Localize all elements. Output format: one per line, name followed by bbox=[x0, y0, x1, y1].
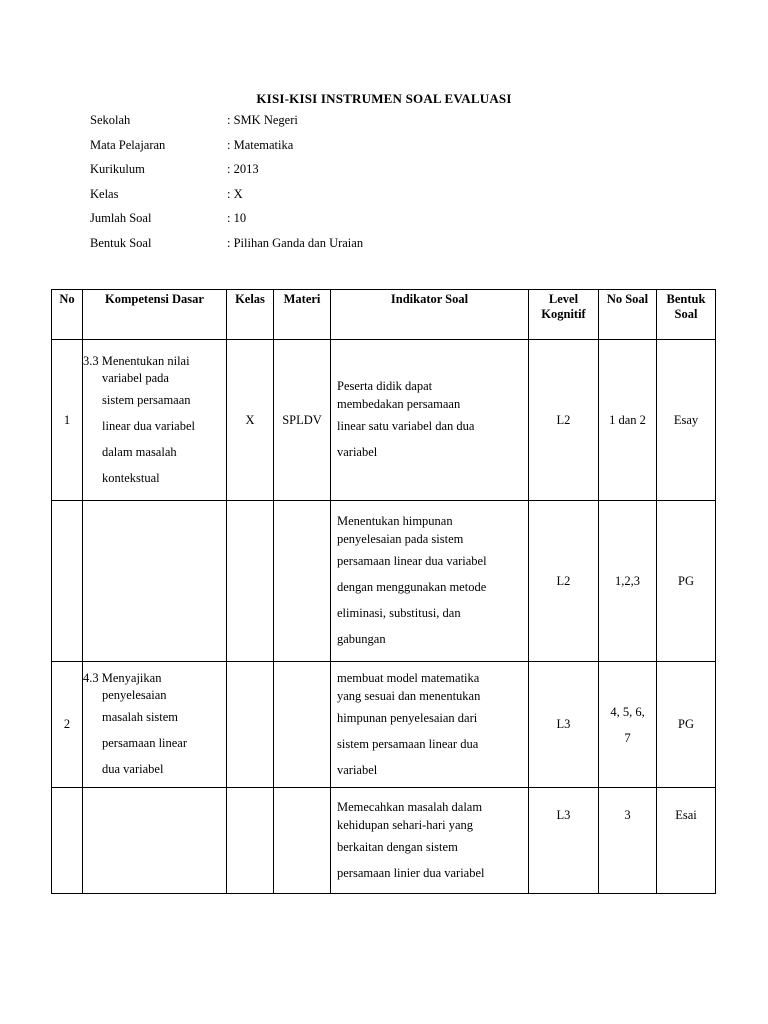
cell-no-soal: 1,2,3 bbox=[599, 501, 657, 662]
cell-kompetensi-dasar bbox=[83, 788, 227, 894]
identity-block bbox=[90, 108, 363, 256]
indikator-line: linear satu variabel dan dua bbox=[337, 419, 475, 433]
cell-bentuk-soal: PG bbox=[657, 662, 716, 788]
cell-bentuk-soal: Esai bbox=[657, 788, 716, 894]
info-label: Mata Pelajaran bbox=[90, 137, 166, 152]
info-row-sekolah bbox=[90, 108, 363, 133]
info-value: : Pilihan Ganda dan Uraian bbox=[227, 235, 364, 250]
indikator-line: penyelesaian pada sistem bbox=[337, 532, 464, 546]
info-row-bentuk-soal bbox=[90, 231, 363, 256]
cell-level-kognitif: L3 bbox=[529, 788, 599, 894]
indikator-line: berkaitan dengan sistem bbox=[337, 839, 458, 854]
info-value: : 10 bbox=[227, 211, 247, 226]
cell-indikator-soal bbox=[331, 662, 529, 788]
info-value: : Matematika bbox=[227, 137, 294, 152]
cell-materi bbox=[274, 788, 331, 894]
cell-kelas: X bbox=[227, 340, 274, 501]
info-row-kurikulum bbox=[90, 157, 363, 182]
cell-no bbox=[52, 788, 83, 894]
indikator-line: himpunan penyelesaian dari bbox=[337, 710, 478, 725]
info-label: Kurikulum bbox=[90, 162, 145, 177]
info-label: Jumlah Soal bbox=[90, 211, 152, 226]
header-kompetensi-dasar: Kompetensi Dasar bbox=[83, 290, 227, 340]
header-level-line-1: Level bbox=[548, 292, 579, 306]
info-label: Bentuk Soal bbox=[90, 235, 152, 250]
kisi-kisi-table bbox=[51, 289, 716, 894]
kd-line: 4.3 Menyajikan bbox=[83, 671, 162, 685]
no-soal-line: 7 bbox=[624, 730, 631, 745]
indikator-line: Memecahkan masalah dalam bbox=[337, 799, 483, 814]
info-value: : SMK Negeri bbox=[227, 113, 298, 127]
kd-line: linear dua variabel bbox=[102, 418, 196, 433]
cell-kompetensi-dasar bbox=[83, 501, 227, 662]
cell-kelas bbox=[227, 662, 274, 788]
indikator-line: gabungan bbox=[337, 632, 386, 646]
kd-line: dalam masalah bbox=[102, 444, 177, 459]
cell-no bbox=[52, 501, 83, 662]
indikator-line: membedakan persamaan bbox=[337, 397, 461, 411]
info-value: : 2013 bbox=[227, 162, 259, 177]
header-kelas: Kelas bbox=[227, 290, 274, 340]
indikator-line: membuat model matematika bbox=[337, 670, 480, 685]
cell-no: 1 bbox=[52, 340, 83, 501]
table-row bbox=[52, 788, 716, 894]
table-row bbox=[52, 501, 716, 662]
cell-kompetensi-dasar bbox=[83, 340, 227, 501]
header-no: No bbox=[52, 290, 83, 340]
cell-level-kognitif: L2 bbox=[529, 501, 599, 662]
header-materi: Materi bbox=[274, 290, 331, 340]
table-row bbox=[52, 662, 716, 788]
cell-kelas bbox=[227, 501, 274, 662]
kd-line: persamaan linear bbox=[102, 736, 188, 750]
header-bentuk-line-2: Soal bbox=[674, 307, 698, 321]
cell-no: 2 bbox=[52, 662, 83, 788]
document-title: KISI-KISI INSTRUMEN SOAL EVALUASI bbox=[256, 91, 512, 106]
header-level-line-2: Kognitif bbox=[541, 307, 586, 321]
cell-no-soal: 3 bbox=[599, 788, 657, 894]
indikator-line: Menentukan himpunan bbox=[337, 514, 453, 528]
kd-line: 3.3 Menentukan nilai bbox=[83, 353, 190, 368]
table-header-row bbox=[52, 290, 716, 340]
info-row-jumlah-soal bbox=[90, 206, 363, 231]
indikator-line: persamaan linear dua variabel bbox=[337, 554, 487, 568]
header-bentuk-line-1: Bentuk bbox=[666, 292, 706, 306]
cell-kompetensi-dasar bbox=[83, 662, 227, 788]
info-label: Sekolah bbox=[90, 113, 131, 127]
kd-line: penyelesaian bbox=[102, 688, 167, 702]
table-row bbox=[52, 340, 716, 501]
header-no-soal: No Soal bbox=[599, 290, 657, 340]
kd-line: dua variabel bbox=[102, 762, 164, 776]
info-row-mata-pelajaran bbox=[90, 133, 363, 158]
indikator-line: variabel bbox=[337, 762, 378, 777]
info-label: Kelas bbox=[90, 186, 119, 201]
indikator-line: sistem persamaan linear dua bbox=[337, 736, 479, 751]
cell-level-kognitif: L3 bbox=[529, 662, 599, 788]
cell-indikator-soal bbox=[331, 501, 529, 662]
cell-materi: SPLDV bbox=[274, 340, 331, 501]
cell-materi bbox=[274, 662, 331, 788]
cell-level-kognitif: L2 bbox=[529, 340, 599, 501]
cell-bentuk-soal: PG bbox=[657, 501, 716, 662]
indikator-line: kehidupan sehari-hari yang bbox=[337, 817, 474, 832]
kd-line: sistem persamaan bbox=[102, 392, 191, 407]
cell-bentuk-soal: Esay bbox=[657, 340, 716, 501]
header-indikator-soal: Indikator Soal bbox=[331, 290, 529, 340]
cell-no-soal bbox=[599, 662, 657, 788]
cell-indikator-soal bbox=[331, 788, 529, 894]
info-value: : X bbox=[227, 186, 243, 201]
indikator-line: persamaan linier dua variabel bbox=[337, 865, 485, 880]
indikator-line: yang sesuai dan menentukan bbox=[337, 688, 481, 703]
header-bentuk-soal bbox=[657, 290, 716, 340]
indikator-line: eliminasi, substitusi, dan bbox=[337, 606, 461, 620]
cell-kelas bbox=[227, 788, 274, 894]
cell-materi bbox=[274, 501, 331, 662]
kd-line: variabel pada bbox=[102, 370, 169, 385]
indikator-line: Peserta didik dapat bbox=[337, 379, 433, 393]
cell-no-soal: 1 dan 2 bbox=[599, 340, 657, 501]
kd-line: masalah sistem bbox=[102, 710, 179, 724]
header-level-kognitif bbox=[529, 290, 599, 340]
indikator-line: dengan menggunakan metode bbox=[337, 580, 487, 594]
no-soal-line: 4, 5, 6, bbox=[610, 704, 645, 719]
cell-indikator-soal bbox=[331, 340, 529, 501]
indikator-line: variabel bbox=[337, 445, 378, 459]
info-row-kelas bbox=[90, 182, 363, 207]
kd-line: kontekstual bbox=[102, 470, 160, 485]
